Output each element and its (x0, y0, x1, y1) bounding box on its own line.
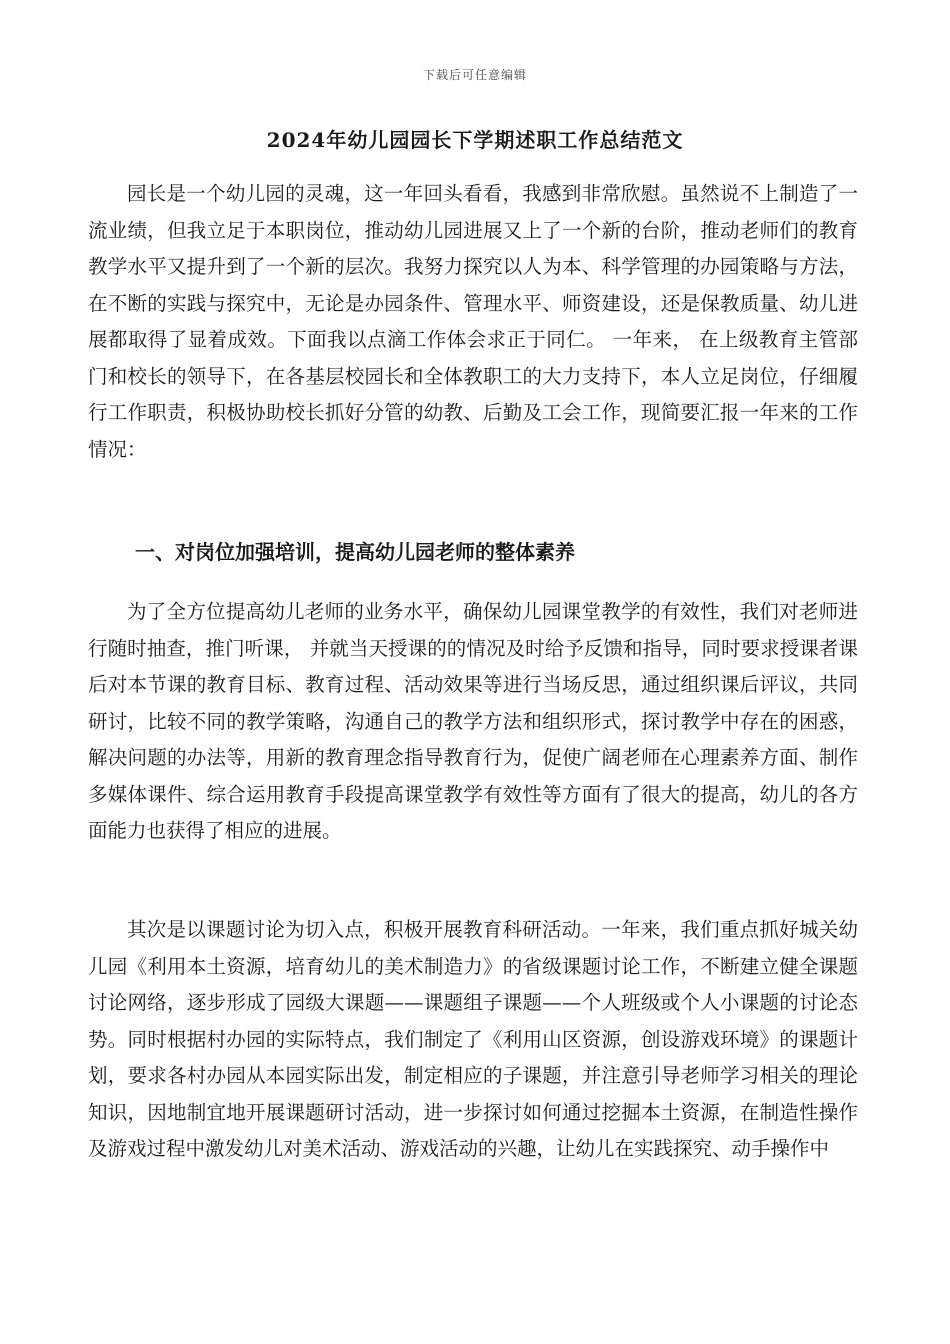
header-note: 下载后可任意编辑 (422, 68, 527, 82)
paragraph-intro: 园长是一个幼儿园的灵魂，这一年回头看看，我感到非常欣慰。虽然说不上制造了一流业绩，但我立足于本职岗位，推动幼儿园进展又上了一个新的台阶，推动老师们的教育教学水平又提升到了一个新的层次。我努力探究以人为本、科学管理的办园策略与方法，在不断的实践与探究中，无论是办园条件、管理水平、师资建设，还是保教质量、幼儿进展都取得了显着成效。下面我以点滴工作体会求正于同仁。 一年来， 在上级教育主管部门和校长的领导下，在各基层校园长和全体教职工的大力支持下，本人立足岗位，仔细履行工作职责，积极协助校长抓好分管的幼教、后勤及工会工作，现简要汇报一年来的工作情况： (88, 182, 858, 461)
paragraph-training: 为了全方位提高幼儿老师的业务水平，确保幼儿园课堂教学的有效性，我们对老师进行随时抽查，推门听课， 并就当天授课的的情况及时给予反馈和指导，同时要求授课者课后对本节课的教育目标、教育过程、活动效果等进行当场反思，通过组织课后评议，共同研讨，比较不同的教学策略，沟通自己的教学方法和组织形式，探讨教学中存在的困惑，解决问题的办法等，用新的教育理念指导教育行为，促使广阔老师在心理素养方面、制作多媒体课件、综合运用教育手段提高课堂教学有效性等方面有了很大的提高，幼儿的各方面能力也获得了相应的进展。 (88, 600, 858, 842)
document-title: 2024年幼儿园园长下学期述职工作总结范文 (266, 128, 684, 152)
paragraph-research: 其次是以课题讨论为切入点，积极开展教育科研活动。一年来，我们重点抓好城关幼儿园《利用本土资源，培育幼儿的美术制造力》的省级课题讨论工作，不断建立健全课题讨论网络，逐步形成了园级大课题——课题组子课题——个人班级或个人小课题的讨论态势。同时根据村办园的实际特点，我们制定了《利用山区资源，创设游戏环境》的课题计划，要求各村办园从本园实际出发，制定相应的子课题，并注意引导老师学习相关的理论知识，因地制宜地开展课题研讨活动，进一步探讨如何通过挖掘本土资源，在制造性操作及游戏过程中激发幼儿对美术活动、游戏活动的兴趣，让幼儿在实践探究、动手操作中 (88, 918, 858, 1160)
section-heading: 一、对岗位加强培训，提高幼儿园老师的整体素养 (135, 540, 575, 564)
